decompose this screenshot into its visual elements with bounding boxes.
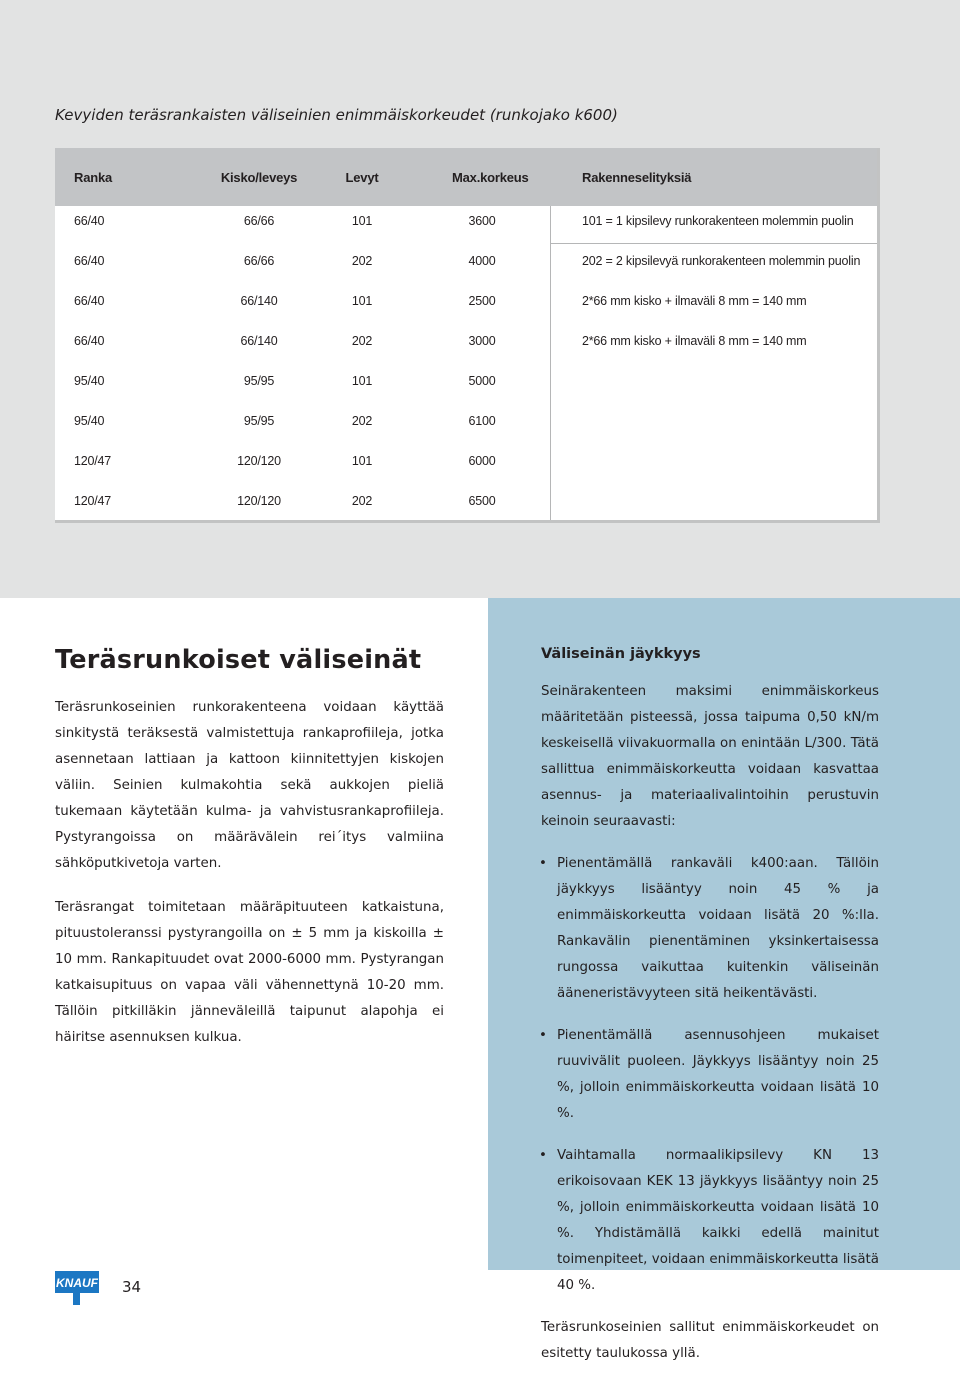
cell-max-korkeus: 2500 bbox=[468, 294, 496, 308]
table-row bbox=[55, 294, 877, 314]
panel-heading: Väliseinän jäykkyys bbox=[541, 646, 701, 662]
table-row bbox=[55, 414, 877, 434]
cell-selitys: 2*66 mm kisko + ilmaväli 8 mm = 140 mm bbox=[582, 334, 807, 348]
header-kisko: Kisko/leveys bbox=[220, 170, 298, 185]
header-levyt: Levyt bbox=[345, 170, 379, 185]
left-column bbox=[55, 645, 444, 1069]
cell-levyt: 101 bbox=[351, 214, 373, 228]
cell-kisko: 95/95 bbox=[243, 374, 275, 388]
list-item-text: Pienentämällä rankaväli k400:aan. Tällöin jäykkyys lisääntyy noin 45 % ja enimmäiskorkeutta voidaan lisätä 20 %:lla. Rankavälin pienentäminen yksinkertaisessa rungossa vaikuttaa kuitenkin väliseinän ääneneristävyyteen sitä heikentävästi. bbox=[557, 856, 879, 1001]
cell-max-korkeus: 6100 bbox=[468, 414, 496, 428]
table-row bbox=[55, 374, 877, 394]
cell-ranka: 120/47 bbox=[74, 454, 112, 468]
cell-ranka: 120/47 bbox=[74, 494, 112, 508]
section-heading: Teräsrunkoiset väliseinät bbox=[55, 645, 422, 675]
cell-max-korkeus: 6500 bbox=[468, 494, 496, 508]
list-item bbox=[541, 1143, 879, 1299]
cell-max-korkeus: 5000 bbox=[468, 374, 496, 388]
header-rakenneselityksia: Rakenneselityksiä bbox=[582, 170, 692, 185]
cell-ranka: 66/40 bbox=[74, 294, 105, 308]
panel-outro: Teräsrunkoseinien sallitut enimmäiskorkeudet on esitetty taulukossa yllä. bbox=[541, 1320, 879, 1361]
cell-max-korkeus: 4000 bbox=[468, 254, 496, 268]
bullet-icon: • bbox=[539, 856, 547, 871]
cell-levyt: 202 bbox=[351, 334, 373, 348]
table-row bbox=[55, 454, 877, 474]
cell-levyt: 101 bbox=[351, 294, 373, 308]
list-item bbox=[541, 1023, 879, 1127]
cell-ranka: 95/40 bbox=[74, 374, 105, 388]
list-item-text: Vaihtamalla normaalikipsilevy KN 13 erikoisovaan KEK 13 jäykkyys lisääntyy noin 25 %, jolloin enimmäiskorkeutta voidaan lisätä 10 %. Yhdistämällä kaikki edellä mainitut toimenpiteet, voidaan enimmäiskorkeutta lisätä 40 %. bbox=[557, 1148, 879, 1293]
body-paragraph: Teräsrunkoseinien runkorakenteena voidaan käyttää sinkitystä teräksestä valmistettuja rankaprofiileja, jotka asennetaan lattiaan ja kattoon kiinnitettyjen kiskojen väliin. Seinien kulmakohtia sekä aukkojen pieliä tukemaan käytetään kulma- ja vahvistusrankaprofiileja. Pystyrangoissa on määrävälein rei´itys valmiina sähköputkivetoja varten. bbox=[55, 700, 444, 871]
cell-kisko: 66/66 bbox=[243, 254, 275, 268]
cell-ranka: 66/40 bbox=[74, 214, 105, 228]
cell-selitys: 202 = 2 kipsilevyä runkorakenteen molemmin puolin bbox=[582, 254, 861, 268]
cell-kisko: 95/95 bbox=[243, 414, 275, 428]
table-caption: Kevyiden teräsrankaisten väliseinien enimmäiskorkeudet (runkojako k600) bbox=[55, 106, 618, 124]
cell-kisko: 120/120 bbox=[237, 454, 281, 468]
table-row bbox=[55, 254, 877, 274]
table-divider-horizontal bbox=[550, 243, 877, 244]
header-max-korkeus: Max.korkeus bbox=[452, 170, 529, 185]
cell-kisko: 66/140 bbox=[240, 334, 278, 348]
panel-intro: Seinärakenteen maksimi enimmäiskorkeus määritetään pisteessä, jossa taipuma 0,50 kN/m keskeisellä viivakuormalla on enintään L/300. Tätä sallittua enimmäiskorkeutta voidaan kasvattaa asennus- ja materiaalivalintoihin perustuvin keinoin seuraavasti: bbox=[541, 684, 879, 829]
header-ranka: Ranka bbox=[74, 170, 113, 185]
info-panel bbox=[488, 598, 960, 1361]
info-panel-content bbox=[541, 646, 879, 1383]
cell-selitys: 2*66 mm kisko + ilmaväli 8 mm = 140 mm bbox=[582, 294, 807, 308]
cell-max-korkeus: 3000 bbox=[468, 334, 496, 348]
table-header-row bbox=[55, 148, 877, 206]
cell-levyt: 202 bbox=[351, 494, 373, 508]
page-number: 34 bbox=[122, 1278, 142, 1296]
cell-kisko: 120/120 bbox=[237, 494, 281, 508]
cell-ranka: 95/40 bbox=[74, 414, 105, 428]
cell-ranka: 66/40 bbox=[74, 254, 105, 268]
cell-levyt: 202 bbox=[351, 254, 373, 268]
bullet-list bbox=[541, 851, 879, 1299]
cell-max-korkeus: 6000 bbox=[468, 454, 496, 468]
cell-selitys: 101 = 1 kipsilevy runkorakenteen molemmin puolin bbox=[582, 214, 854, 228]
cell-ranka: 66/40 bbox=[74, 334, 105, 348]
height-table bbox=[55, 148, 880, 523]
table-row bbox=[55, 334, 877, 354]
logo-text: KNAUF bbox=[56, 1276, 98, 1290]
bullet-icon: • bbox=[539, 1028, 547, 1043]
body-paragraph: Teräsrangat toimitetaan määräpituuteen katkaistuna, pituustoleranssi pystyrangoilla on ± 5 mm ja kiskoilla ± 10 mm. Rankapituudet ovat 2000-6000 mm. Pystyrangan katkaisupituus on vapaa väli vähennettynä 10-20 mm. Tällöin pitkilläkin jänneväleillä taipunut alapohja ei häiritse asennuksen kulkua. bbox=[55, 900, 444, 1045]
list-item bbox=[541, 851, 879, 1007]
table-row bbox=[55, 494, 877, 514]
cell-levyt: 202 bbox=[351, 414, 373, 428]
cell-levyt: 101 bbox=[351, 374, 373, 388]
knauf-logo-icon bbox=[55, 1271, 99, 1305]
table-row bbox=[55, 214, 877, 234]
cell-kisko: 66/140 bbox=[240, 294, 278, 308]
bullet-icon: • bbox=[539, 1148, 547, 1163]
list-item-text: Pienentämällä asennusohjeen mukaiset ruuvivälit puoleen. Jäykkyys lisääntyy noin 25 %, jolloin enimmäiskorkeutta voidaan lisätä 10 %. bbox=[557, 1028, 879, 1121]
cell-kisko: 66/66 bbox=[243, 214, 275, 228]
cell-levyt: 101 bbox=[351, 454, 373, 468]
cell-max-korkeus: 3600 bbox=[468, 214, 496, 228]
